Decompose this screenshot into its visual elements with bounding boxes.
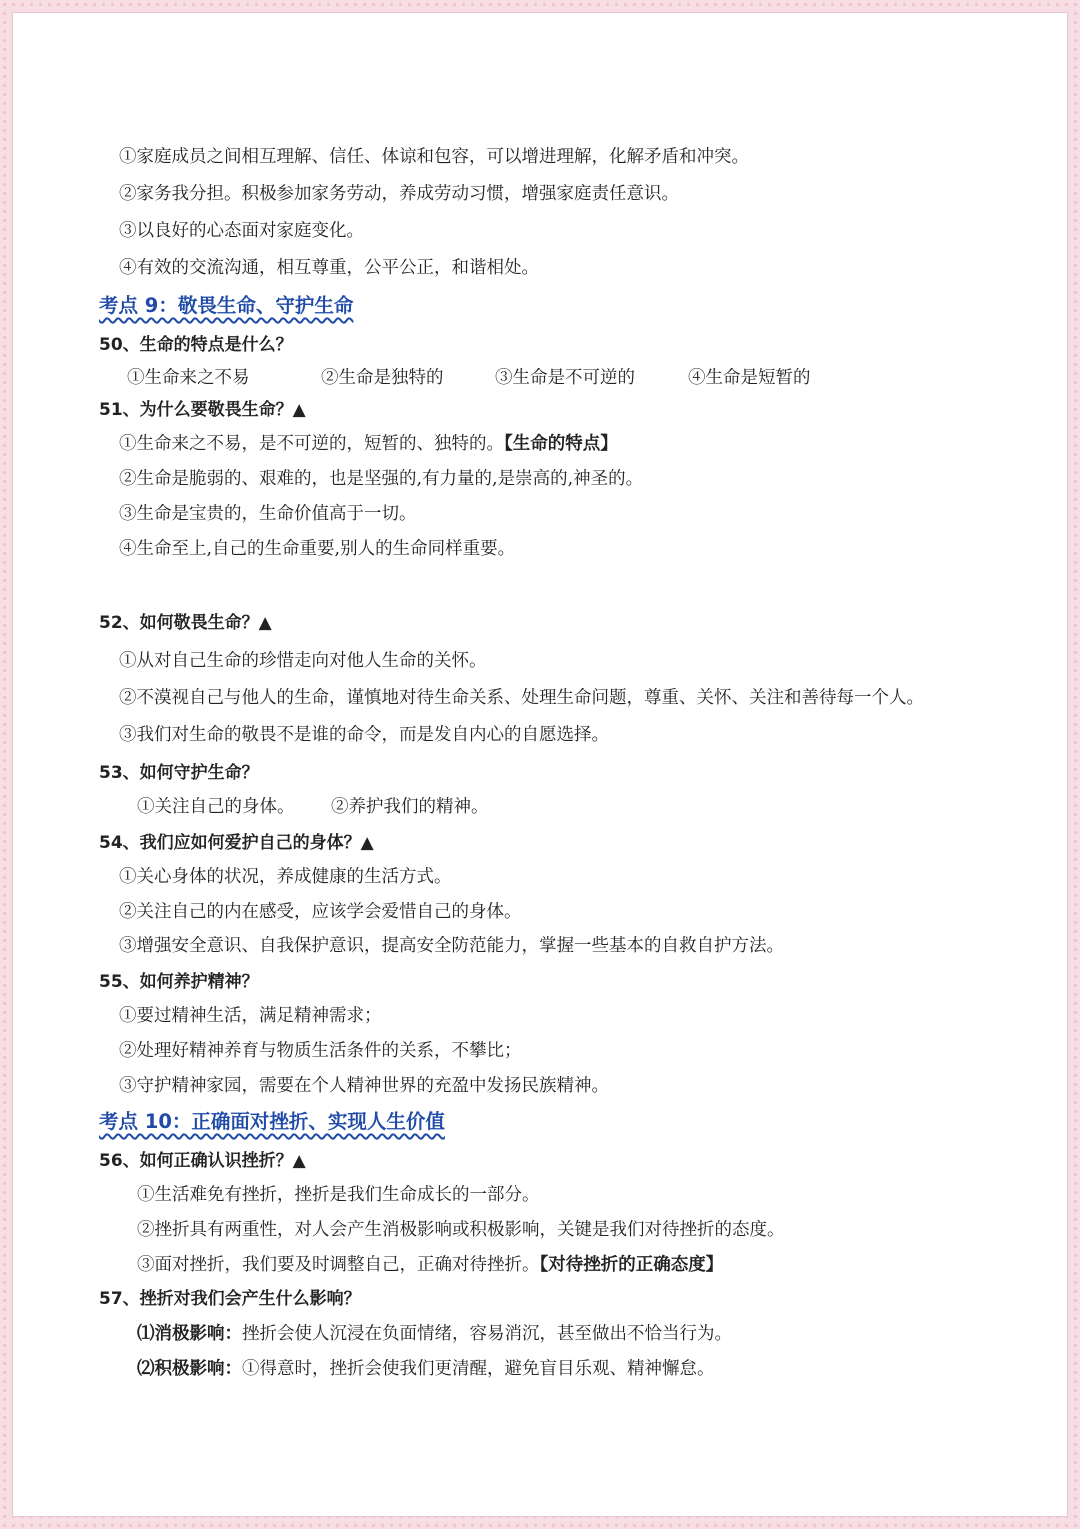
question-52: 52、如何敬畏生命？▲ <box>99 613 272 633</box>
family-item-3: ③以良好的心态面对家庭变化。 <box>119 221 364 241</box>
q55-item-2: ②处理好精神养育与物质生活条件的关系，不攀比； <box>119 1041 522 1061</box>
q55-item-1: ①要过精神生活，满足精神需求； <box>119 1006 382 1026</box>
q52-item-1: ①从对自己生命的珍惜走向对他人生命的关怀。 <box>119 651 487 671</box>
section-heading-10: 考点 10：正确面对挫折、实现人生价值 <box>99 1110 445 1133</box>
question-57: 57、挫折对我们会产生什么影响？ <box>99 1289 361 1309</box>
q54-item-2: ②关注自己的内在感受，应该学会爱惜自己的身体。 <box>119 902 522 922</box>
q51-item-1 <box>119 432 618 456</box>
q51-item-2: ②生命是脆弱的、艰难的，也是坚强的,有力量的,是崇高的,神圣的。 <box>119 469 644 489</box>
q51-item-4: ④生命至上,自己的生命重要,别人的生命同样重要。 <box>119 539 516 559</box>
document-page <box>12 12 1068 1517</box>
q57-positive-label: ⑵积极影响： <box>137 1359 242 1379</box>
question-50: 50、生命的特点是什么？ <box>99 335 293 355</box>
question-53: 53、如何守护生命？ <box>99 763 259 783</box>
q50-item-1: ①生命来之不易 <box>127 368 250 388</box>
q53-item-1: ①关注自己的身体。 <box>137 797 295 817</box>
q56-item-1: ①生活难免有挫折，挫折是我们生命成长的一部分。 <box>137 1185 540 1205</box>
q56-item-2: ②挫折具有两重性，对人会产生消极影响或积极影响，关键是我们对待挫折的态度。 <box>137 1220 785 1240</box>
question-54: 54、我们应如何爱护自己的身体？▲ <box>99 833 374 853</box>
question-56: 56、如何正确认识挫折？▲ <box>99 1151 306 1171</box>
q57-negative-label: ⑴消极影响： <box>137 1324 242 1344</box>
q54-item-3: ③增强安全意识、自我保护意识，提高安全防范能力，掌握一些基本的自救自护方法。 <box>119 936 784 956</box>
question-51: 51、为什么要敬畏生命？▲ <box>99 400 306 420</box>
q56-item-3-text: ③面对挫折，我们要及时调整自己，正确对待挫折。 <box>137 1255 540 1275</box>
q51-item-3: ③生命是宝贵的，生命价值高于一切。 <box>119 504 417 524</box>
q56-item-3-tag: 【对待挫折的正确态度】 <box>539 1255 724 1275</box>
q55-item-3: ③守护精神家园，需要在个人精神世界的充盈中发扬民族精神。 <box>119 1076 609 1096</box>
q52-item-3: ③我们对生命的敬畏不是谁的命令，而是发自内心的自愿选择。 <box>119 725 609 745</box>
q51-item-1-text: ①生命来之不易，是不可逆的，短暂的、独特的。 <box>119 434 504 454</box>
q57-negative <box>137 1322 732 1346</box>
q51-item-1-tag: 【生命的特点】 <box>504 434 618 454</box>
q54-item-1: ①关心身体的状况，养成健康的生活方式。 <box>119 867 452 887</box>
q56-item-3 <box>137 1253 723 1277</box>
q50-item-4: ④生命是短暂的 <box>688 368 811 388</box>
q50-item-3: ③生命是不可逆的 <box>495 368 635 388</box>
q52-item-2: ②不漠视自己与他人的生命，谨慎地对待生命关系、处理生命问题，尊重、关怀、关注和善待每一个人。 <box>119 688 924 708</box>
family-item-4: ④有效的交流沟通，相互尊重，公平公正，和谐相处。 <box>119 258 539 278</box>
question-55: 55、如何养护精神？ <box>99 972 259 992</box>
q53-item-2: ②养护我们的精神。 <box>331 797 489 817</box>
q57-positive <box>137 1357 715 1381</box>
q50-item-2: ②生命是独特的 <box>321 368 444 388</box>
q57-negative-text: 挫折会使人沉浸在负面情绪，容易消沉，甚至做出不恰当行为。 <box>242 1324 732 1344</box>
family-item-1: ①家庭成员之间相互理解、信任、体谅和包容，可以增进理解，化解矛盾和冲突。 <box>119 147 749 167</box>
section-heading-9: 考点 9：敬畏生命、守护生命 <box>99 294 354 317</box>
family-item-2: ②家务我分担。积极参加家务劳动，养成劳动习惯，增强家庭责任意识。 <box>119 184 679 204</box>
q57-positive-text: ①得意时，挫折会使我们更清醒，避免盲目乐观、精神懈怠。 <box>242 1359 715 1379</box>
